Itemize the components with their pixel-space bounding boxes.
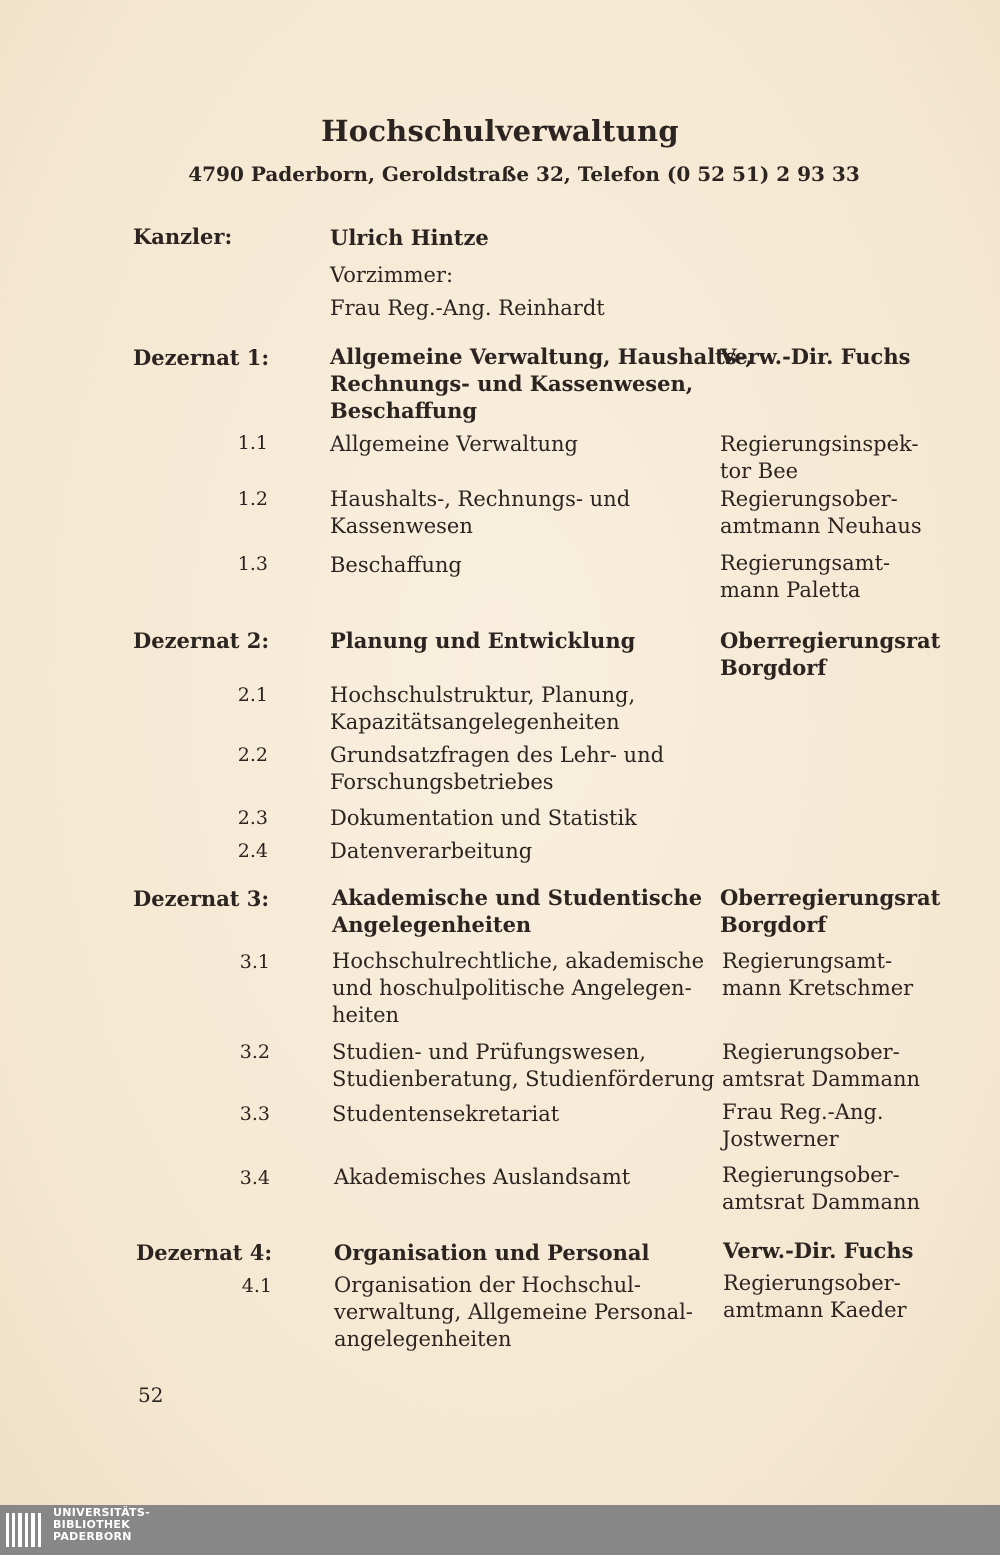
unit-number: 1.3 [237,553,268,575]
dezernat-label: Dezernat 2: [133,628,270,653]
unit-person: Regierungsober- amtmann Kaeder [723,1271,907,1322]
address-line: 4790 Paderborn, Geroldstraße 32, Telefon (0 52 51) 2 93 33 [188,162,860,186]
unit-text: Akademisches Auslandsamt [334,1165,631,1189]
unit-text: Hochschulrechtliche, akademische und hoschulpolitische Angelegen- heiten [332,949,704,1027]
unit-person: Regierungsober- amtmann Neuhaus [720,487,922,538]
library-logo-icon [6,1513,46,1547]
unit-number: 2.2 [237,744,268,766]
unit-text: Studentensekretariat [332,1102,560,1126]
unit-number: 3.2 [239,1041,270,1063]
unit-person: Regierungsamt- mann Paletta [720,551,891,602]
unit-number: 1.1 [237,432,268,454]
unit-number: 3.3 [239,1103,270,1125]
dezernat-title: Akademische und Studentische Angelegenheiten [332,885,703,937]
unit-number: 2.3 [237,807,268,829]
unit-person: Regierungsamt- mann Kretschmer [722,949,914,1000]
kanzler-label: Kanzler: [133,224,233,249]
unit-text: Organisation der Hochschul- verwaltung, Allgemeine Personal- angelegenheiten [334,1273,693,1351]
unit-number: 1.2 [237,488,268,510]
dezernat-head: Verw.-Dir. Fuchs [723,1238,914,1263]
library-footer-bar [0,1505,1000,1555]
vorzimmer-label: Vorzimmer: [330,263,454,287]
unit-person: Regierungsober- amtsrat Dammann [722,1040,921,1091]
unit-number: 2.1 [237,684,268,706]
dezernat-title: Organisation und Personal [334,1240,650,1265]
unit-number: 3.1 [239,951,270,973]
unit-text: Allgemeine Verwaltung [330,432,579,456]
vorzimmer-name: Frau Reg.-Ang. Reinhardt [330,296,605,320]
unit-person: Regierungsinspek- tor Bee [720,432,919,483]
dezernat-head: Verw.-Dir. Fuchs [720,344,911,369]
unit-text: Hochschulstruktur, Planung, Kapazitätsangelegenheiten [330,683,636,734]
unit-text: Beschaffung [330,553,462,577]
unit-text: Studien- und Prüfungswesen, Studienberatung, Studienförderung [332,1040,715,1091]
kanzler-name: Ulrich Hintze [330,225,489,250]
dezernat-title: Planung und Entwicklung [330,628,636,653]
unit-number: 4.1 [241,1275,272,1297]
unit-text: Grundsatzfragen des Lehr- und Forschungsbetriebes [330,743,665,794]
dezernat-head: Oberregierungsrat Borgdorf [720,628,941,680]
library-name: UNIVERSITÄTS- BIBLIOTHEK PADERBORN [53,1506,150,1543]
unit-text: Haushalts-, Rechnungs- und Kassenwesen [330,487,631,538]
unit-person: Frau Reg.-Ang. Jostwerner [722,1100,884,1151]
dezernat-label: Dezernat 4: [136,1240,273,1265]
dezernat-head: Oberregierungsrat Borgdorf [720,885,941,937]
unit-text: Dokumentation und Statistik [330,806,637,830]
unit-number: 3.4 [239,1167,270,1189]
unit-number: 2.4 [237,840,268,862]
dezernat-title: Allgemeine Verwaltung, Haushalts-, Rechnungs- und Kassenwesen, Beschaffung [330,344,753,423]
dezernat-label: Dezernat 3: [133,886,270,911]
page-number: 52 [138,1383,164,1407]
unit-person: Regierungsober- amtsrat Dammann [722,1163,921,1214]
dezernat-label: Dezernat 1: [133,345,270,370]
unit-text: Datenverarbeitung [330,839,533,863]
page-title: Hochschulverwaltung [321,114,679,148]
